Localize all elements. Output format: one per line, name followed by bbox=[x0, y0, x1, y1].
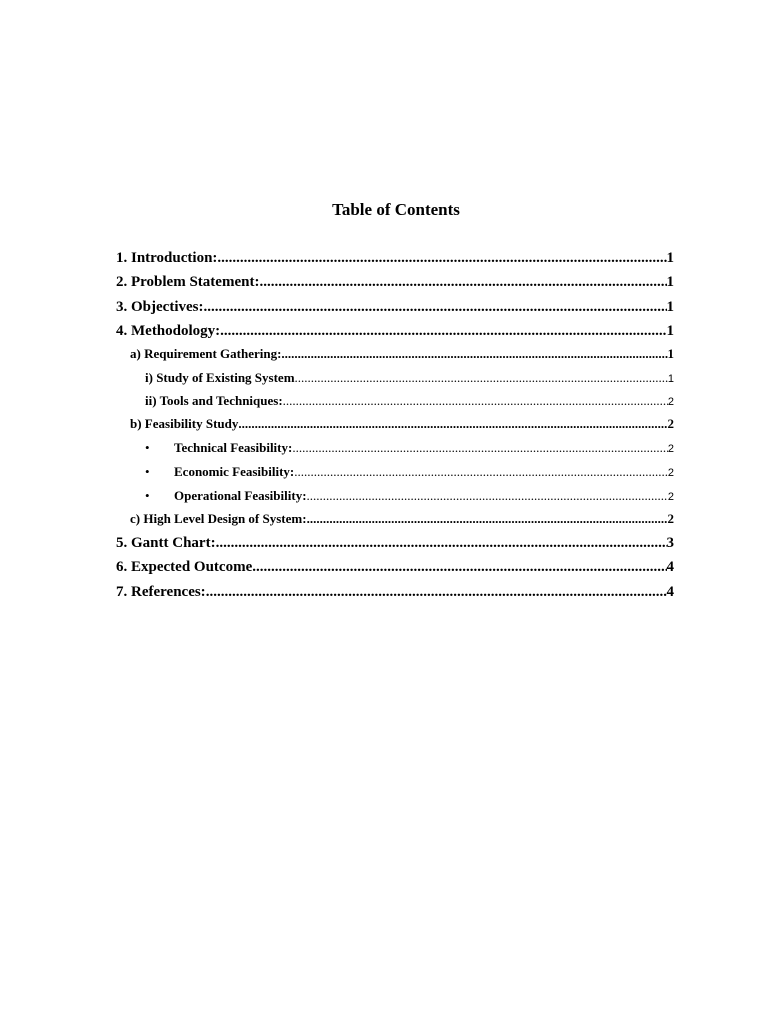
toc-entry-label: a) Requirement Gathering: bbox=[130, 346, 282, 361]
toc-entry-technical-feasibility[interactable] bbox=[145, 439, 674, 458]
toc-entry-references[interactable] bbox=[116, 582, 674, 602]
toc-page-number: 1 bbox=[666, 323, 674, 339]
toc-page-number: 4 bbox=[666, 559, 674, 575]
toc-page-number: 1 bbox=[667, 373, 674, 385]
toc-entry-label: 3. Objectives: bbox=[116, 299, 204, 315]
dot-leader bbox=[259, 272, 666, 292]
toc-page-number: 1 bbox=[666, 299, 674, 315]
toc-entry-label: 5. Gantt Chart: bbox=[116, 535, 216, 551]
toc-entry-label: Operational Feasibility: bbox=[174, 488, 307, 503]
dot-leader bbox=[307, 487, 668, 505]
toc-page-number: 2 bbox=[667, 491, 674, 503]
toc-entry-label: Economic Feasibility: bbox=[174, 464, 295, 479]
dot-leader bbox=[307, 510, 668, 528]
toc-entry-label: b) Feasibility Study bbox=[130, 416, 239, 431]
toc-entry-label: 2. Problem Statement: bbox=[116, 274, 260, 290]
dot-leader bbox=[220, 321, 666, 341]
toc-entry-label: 4. Methodology: bbox=[116, 323, 221, 339]
toc-page-number: 3 bbox=[666, 535, 674, 551]
toc-page-number: 2 bbox=[667, 443, 674, 455]
bullet-icon: • bbox=[145, 488, 150, 503]
toc-entry-requirement-gathering[interactable] bbox=[130, 345, 674, 363]
toc-entry-expected-outcome[interactable] bbox=[116, 557, 674, 577]
dot-leader bbox=[203, 297, 666, 317]
toc-entry-operational-feasibility[interactable] bbox=[145, 487, 674, 506]
toc-page-number: 2 bbox=[667, 467, 674, 479]
toc-entry-economic-feasibility[interactable] bbox=[145, 463, 674, 482]
toc-entry-objectives[interactable] bbox=[116, 297, 674, 317]
toc-entry-label: i) Study of Existing System bbox=[145, 370, 295, 385]
toc-entry-label: Technical Feasibility: bbox=[174, 440, 293, 455]
toc-entry-label: ii) Tools and Techniques: bbox=[145, 393, 283, 408]
toc-page-number: 1 bbox=[667, 346, 674, 361]
toc-page-number: 2 bbox=[667, 511, 674, 526]
toc-page-number: 2 bbox=[667, 396, 674, 408]
toc-page-number: 2 bbox=[667, 416, 674, 431]
dot-leader bbox=[283, 392, 668, 410]
toc-entry-methodology[interactable] bbox=[116, 321, 674, 341]
dot-leader bbox=[292, 439, 668, 457]
dot-leader bbox=[238, 415, 667, 433]
toc-entry-feasibility-study[interactable] bbox=[130, 415, 674, 433]
dot-leader bbox=[252, 557, 666, 577]
toc-entry-label: c) High Level Design of System: bbox=[130, 511, 307, 526]
toc-entry-study-of-existing-system[interactable] bbox=[145, 369, 674, 388]
dot-leader bbox=[217, 248, 666, 268]
toc-entry-label: 7. References: bbox=[116, 584, 206, 600]
toc-entry-problem-statement[interactable] bbox=[116, 272, 674, 292]
bullet-icon: • bbox=[145, 440, 150, 455]
dot-leader bbox=[294, 463, 668, 481]
toc-entry-gantt-chart[interactable] bbox=[116, 533, 674, 553]
toc-entry-tools-and-techniques[interactable] bbox=[145, 392, 674, 411]
toc-title: Table of Contents bbox=[332, 200, 460, 219]
toc-page-number: 1 bbox=[666, 250, 674, 266]
dot-leader bbox=[216, 533, 667, 553]
dot-leader bbox=[206, 582, 667, 602]
dot-leader bbox=[281, 345, 667, 363]
toc-entry-introduction[interactable] bbox=[116, 248, 674, 268]
toc-page-number: 4 bbox=[666, 584, 674, 600]
bullet-icon: • bbox=[145, 464, 150, 479]
dot-leader bbox=[295, 369, 668, 387]
toc-entry-label: 1. Introduction: bbox=[116, 250, 218, 266]
toc-entry-high-level-design[interactable] bbox=[130, 510, 674, 528]
toc-entry-label: 6. Expected Outcome bbox=[116, 559, 253, 575]
toc-page-number: 1 bbox=[666, 274, 674, 290]
